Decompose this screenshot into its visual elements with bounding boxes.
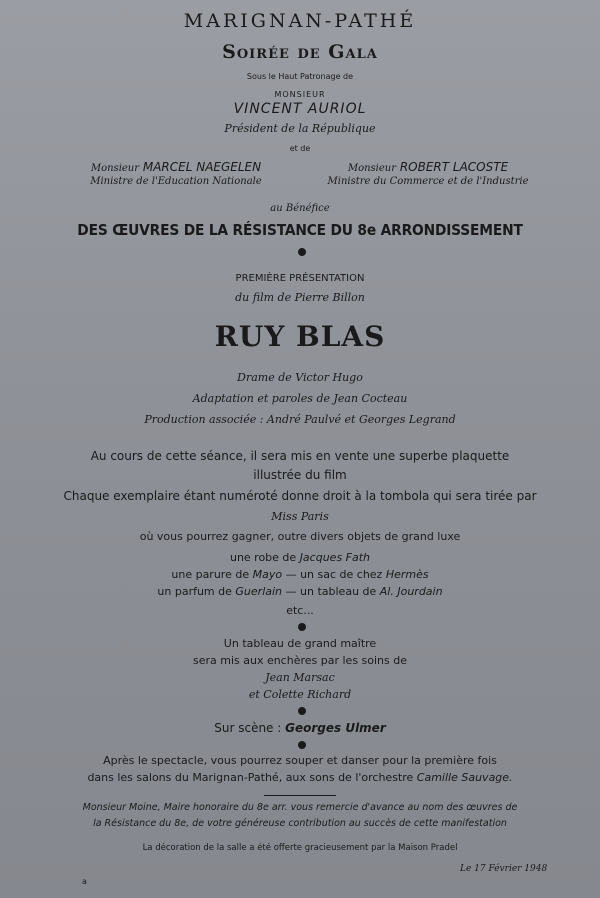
benefit-intro: au Bénéfice: [270, 203, 330, 214]
stage-label: Sur scène :: [214, 721, 286, 735]
prize-perfume-pre: un parfum de: [157, 585, 236, 598]
venue-title: MARIGNAN-PATHÉ: [183, 10, 417, 32]
prize-dress-designer: Jacques Fath: [299, 551, 371, 564]
announcement-line-1: Au cours de cette séance, il sera mis en vente une superbe plaquette: [90, 449, 510, 463]
after-line-2-text: dans les salons du Marignan-Pathé, aux sons de l'orchestre: [87, 771, 417, 784]
thanks-line-1: Monsieur Moine, Maire honoraire du 8e arr. vous remercie d'avance au nom des œuvres de: [82, 802, 518, 813]
minister-left-prefix: Monsieur: [90, 163, 140, 174]
film-director: du film de Pierre Billon: [235, 291, 365, 304]
minister-left: [56, 160, 296, 187]
minister-right: [302, 160, 554, 187]
minister-right-name: ROBERT LACOSTE: [399, 160, 509, 174]
document-date: Le 17 Février 1948: [460, 864, 548, 874]
orchestra-name: Camille Sauvage.: [416, 771, 513, 784]
film-credit-adaptation: Adaptation et paroles de Jean Cocteau: [192, 392, 408, 405]
after-line-1: Après le spectacle, vous pourrez souper et danser pour la première fois: [103, 754, 497, 767]
auction-line-2: sera mis aux enchères par les soins de: [192, 654, 408, 667]
minister-left-title: Ministre de l'Education Nationale: [90, 176, 262, 187]
separator-dot: [298, 707, 306, 715]
auction-line-4: et Colette Richard: [248, 688, 352, 701]
prize-dress-pre: une robe de: [229, 551, 300, 564]
prize-bag-maker: Hermès: [385, 568, 429, 581]
stage-line: [0, 721, 600, 735]
president-name: VINCENT AURIOL: [233, 101, 367, 117]
decoration-credit: La décoration de la salle a été offerte gracieusement par la Maison Pradel: [142, 843, 458, 853]
prize-jewel-pre: une parure de: [171, 568, 253, 581]
minister-left-name: MARCEL NAEGELEN: [142, 160, 262, 174]
prize-etc: etc...: [286, 604, 314, 617]
auction-line-1: Un tableau de grand maître: [223, 637, 377, 650]
footer-divider: [264, 795, 336, 796]
event-title: Soirée de Gala: [222, 41, 378, 63]
prize-painting-artist: Al. Jourdain: [379, 585, 443, 598]
separator-dot: [298, 741, 306, 749]
prize-perfume-maker: Guerlain: [235, 585, 283, 598]
honorific: MONSIEUR: [274, 90, 326, 99]
announcement-line-3: Chaque exemplaire étant numéroté donne droit à la tombola qui sera tirée par: [63, 489, 537, 503]
prize-jewel-bag: [0, 568, 600, 581]
film-credit-playwright: Drame de Victor Hugo: [237, 371, 363, 384]
prize-dress: [0, 551, 600, 564]
prize-perfume-painting: [0, 585, 600, 598]
auction-line-3: Jean Marsac: [265, 671, 335, 684]
prize-jewel-maker: Mayo: [252, 568, 283, 581]
film-title: RUY BLAS: [214, 320, 386, 353]
prize-bag-pre: — un sac de chez: [282, 568, 386, 581]
separator-dot: [298, 248, 306, 256]
announcement-line-5: où vous pourrez gagner, outre divers objets de grand luxe: [139, 530, 461, 543]
patronage-line: Sous le Haut Patronage de: [246, 72, 354, 81]
minister-right-prefix: Monsieur: [347, 163, 396, 174]
stage-artist: Georges Ulmer: [285, 721, 386, 735]
and-line: et de: [289, 144, 311, 153]
thanks-line-2: la Résistance du 8e, de votre généreuse contribution au succès de cette manifestation: [93, 818, 507, 829]
prize-painting-pre: — un tableau de: [282, 585, 380, 598]
announcement-miss-paris: Miss Paris: [271, 510, 329, 523]
separator-dot: [298, 623, 306, 631]
benefit-title: DES ŒUVRES DE LA RÉSISTANCE DU 8e ARRONDISSEMENT: [77, 221, 523, 239]
announcement-line-2: illustrée du film: [253, 468, 347, 482]
film-credit-production: Production associée : André Paulvé et Georges Legrand: [144, 413, 456, 426]
minister-right-title: Ministre du Commerce et de l'Industrie: [327, 176, 529, 187]
premiere-line: PREMIÈRE PRÉSENTATION: [235, 273, 365, 284]
after-line-2: [0, 771, 600, 784]
president-title: Président de la République: [224, 122, 376, 135]
page-mark: a: [82, 877, 87, 886]
